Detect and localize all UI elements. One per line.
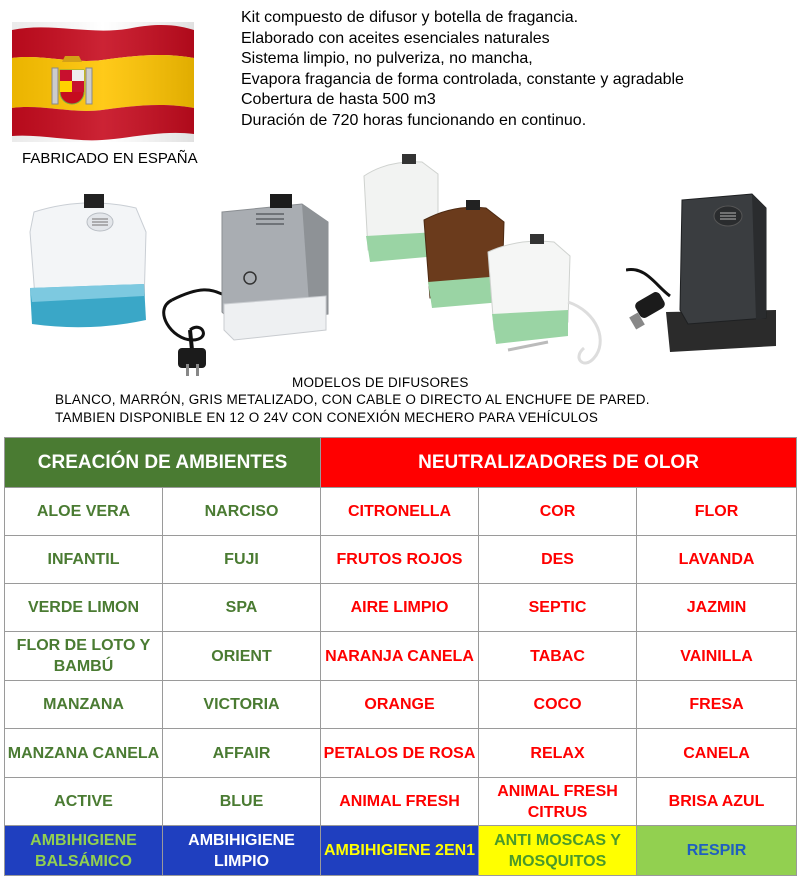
table-cell: SPA bbox=[163, 584, 321, 632]
table-cell: MANZANA CANELA bbox=[5, 729, 163, 778]
feature-item: Sistema limpio, no pulveriza, no mancha, bbox=[241, 50, 533, 68]
table-row bbox=[5, 488, 797, 536]
feature-list bbox=[241, 8, 684, 132]
table-row bbox=[5, 729, 797, 778]
grey-diffuser-image bbox=[162, 190, 354, 378]
table-row bbox=[5, 778, 797, 826]
table-cell: COR bbox=[479, 488, 637, 536]
table-row bbox=[5, 681, 797, 729]
footer-cell-2en1: AMBIHIGIENE 2EN1 bbox=[321, 826, 479, 876]
table-cell: INFANTIL bbox=[5, 536, 163, 584]
feature-item: Cobertura de hasta 500 m3 bbox=[241, 91, 436, 109]
table-cell: ACTIVE bbox=[5, 778, 163, 826]
feature-item: Kit compuesto de difusor y botella de fragancia. bbox=[241, 9, 579, 26]
table-row bbox=[5, 584, 797, 632]
footer-cell-balsamico: AMBIHIGIENE BALSÁMICO bbox=[5, 826, 163, 876]
table-footer-row bbox=[5, 826, 797, 876]
table-cell: ORANGE bbox=[321, 681, 479, 729]
table-cell: RELAX bbox=[479, 729, 637, 778]
table-cell: COCO bbox=[479, 681, 637, 729]
table-cell: SEPTIC bbox=[479, 584, 637, 632]
table-cell: VERDE LIMON bbox=[5, 584, 163, 632]
feature-item: Duración de 720 horas funcionando en continuo. bbox=[241, 111, 587, 129]
table-cell: MANZANA bbox=[5, 681, 163, 729]
header-ambientes: CREACIÓN DE AMBIENTES bbox=[5, 438, 321, 488]
footer-cell-anti-moscas: ANTI MOSCAS Y MOSQUITOS bbox=[479, 826, 637, 876]
fragrance-table bbox=[4, 437, 797, 876]
footer-cell-respir: RESPIR bbox=[637, 826, 797, 876]
table-cell: AIRE LIMPIO bbox=[321, 584, 479, 632]
table-cell: NARCISO bbox=[163, 488, 321, 536]
table-cell: FLOR DE LOTO Y BAMBÚ bbox=[5, 632, 163, 681]
table-cell: VICTORIA bbox=[163, 681, 321, 729]
table-cell: LAVANDA bbox=[637, 536, 797, 584]
footer-cell-limpio: AMBIHIGIENE LIMPIO bbox=[163, 826, 321, 876]
feature-item: Evapora fragancia de forma controlada, constante y agradable bbox=[241, 70, 684, 88]
table-cell: ANIMAL FRESH bbox=[321, 778, 479, 826]
table-header-row bbox=[5, 438, 797, 488]
header-neutralizadores: NEUTRALIZADORES DE OLOR bbox=[321, 438, 797, 488]
table-cell: FUJI bbox=[163, 536, 321, 584]
table-cell: TABAC bbox=[479, 632, 637, 681]
feature-item: Elaborado con aceites esenciales naturales bbox=[241, 29, 550, 47]
table-cell: AFFAIR bbox=[163, 729, 321, 778]
table-cell: PETALOS DE ROSA bbox=[321, 729, 479, 778]
table-cell: ANIMAL FRESH CITRUS bbox=[479, 778, 637, 826]
table-row bbox=[5, 536, 797, 584]
table-cell: FRUTOS ROJOS bbox=[321, 536, 479, 584]
table-cell: VAINILLA bbox=[637, 632, 797, 681]
table-cell: BLUE bbox=[163, 778, 321, 826]
table-cell: CANELA bbox=[637, 729, 797, 778]
caption-line: TAMBIEN DISPONIBLE EN 12 O 24V CON CONEXIÓN MECHERO PARA VEHÍCULOS bbox=[55, 410, 599, 425]
table-cell: ALOE VERA bbox=[5, 488, 163, 536]
caption-line: BLANCO, MARRÓN, GRIS METALIZADO, CON CABLE O DIRECTO AL ENCHUFE DE PARED. bbox=[55, 392, 650, 407]
table-cell: ORIENT bbox=[163, 632, 321, 681]
table-cell: JAZMIN bbox=[637, 584, 797, 632]
spanish-flag-image bbox=[12, 22, 194, 142]
white-diffuser-image bbox=[24, 192, 156, 334]
table-row bbox=[5, 632, 797, 681]
table-cell: CITRONELLA bbox=[321, 488, 479, 536]
diffuser-group-image bbox=[358, 152, 620, 374]
table-cell: FRESA bbox=[637, 681, 797, 729]
table-cell: BRISA AZUL bbox=[637, 778, 797, 826]
made-in-spain-label: FABRICADO EN ESPAÑA bbox=[22, 150, 198, 167]
car-diffuser-image bbox=[626, 186, 778, 356]
table-cell: DES bbox=[479, 536, 637, 584]
caption-title: MODELOS DE DIFUSORES bbox=[292, 375, 469, 390]
table-cell: NARANJA CANELA bbox=[321, 632, 479, 681]
table-cell: FLOR bbox=[637, 488, 797, 536]
